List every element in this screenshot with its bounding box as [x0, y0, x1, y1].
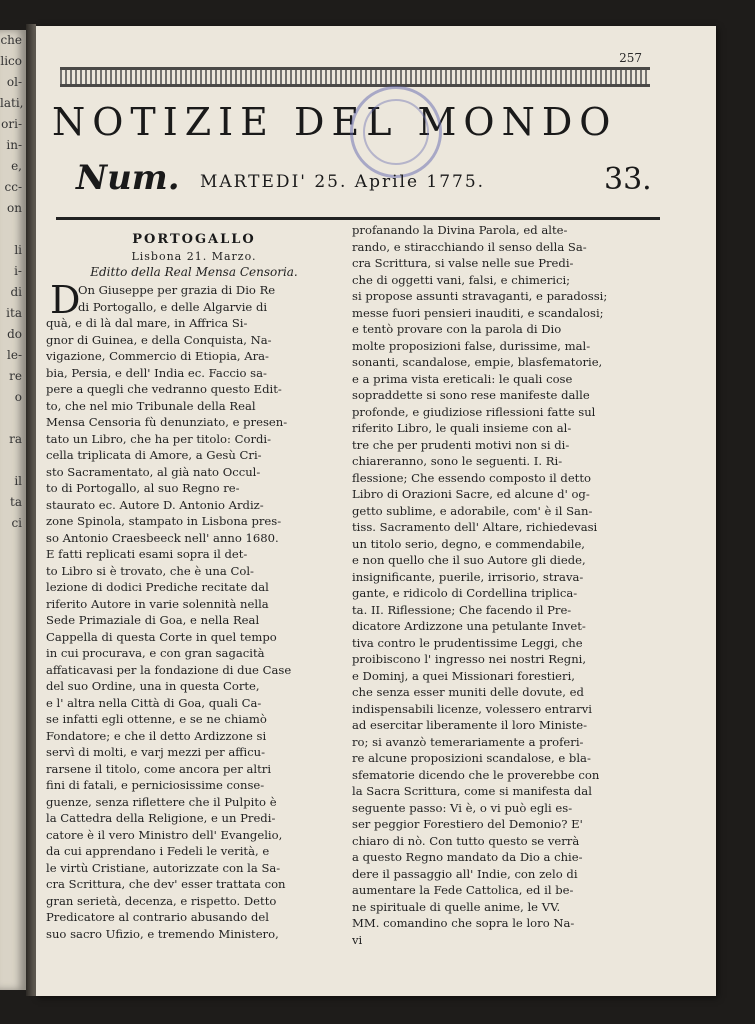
- adjacent-text-fragment: ita: [6, 306, 22, 320]
- text-line: sfematorie dicendo che le proverebbe con: [352, 767, 600, 782]
- text-line: insignificante, puerile, irrisorio, strava-: [352, 569, 584, 584]
- text-line: servì di molti, e varj mezzi per afficu-: [46, 745, 266, 759]
- adjacent-text-fragment: ta: [10, 495, 22, 509]
- adjacent-text-fragment: lati,: [0, 96, 24, 110]
- adjacent-text-fragment: on: [7, 201, 22, 215]
- text-line: catore è il vero Ministro dell' Evangelio,: [46, 827, 283, 842]
- text-line: fini di fatali, e perniciosissime conse-: [46, 778, 265, 792]
- text-line: zone Spinola, stampato in Lisbona pres-: [46, 514, 282, 528]
- text-line: suo sacro Ufizio, e tremendo Ministero,: [46, 926, 279, 941]
- adjacent-text-fragment: lico: [0, 54, 22, 68]
- text-line: ne spirituale di quelle anime, le VV.: [352, 899, 561, 914]
- text-line: riferito Autore in varie solennità nella: [46, 596, 269, 611]
- text-line: le virtù Cristiane, autorizzate con la Sa-: [46, 860, 281, 875]
- adjacent-text-fragment: [0, 219, 26, 240]
- adjacent-text-fragment: ol-: [6, 75, 22, 89]
- text-line: e Dominj, a quei Missionari forestieri,: [352, 668, 575, 683]
- text-line: profonde, e giudiziose riflessioni fatte sul: [352, 404, 596, 419]
- text-line: rando, e stiracchiando il senso della Sa-: [352, 239, 587, 254]
- text-line: quà, e di là dal mare, in Affrica Si-: [46, 316, 248, 330]
- column-right: [352, 222, 648, 948]
- text-line: cra Scrittura, che dev' esser trattata con: [46, 877, 286, 891]
- page-number: 257: [619, 51, 642, 65]
- text-line: molte proposizioni false, durissime, mal-: [352, 338, 591, 353]
- masthead-dateline: [72, 158, 662, 208]
- text-line: ser peggior Forestiero del Demonio? E': [352, 817, 583, 831]
- text-line: to di Portogallo, al suo Regno re-: [46, 481, 240, 495]
- text-line: messe fuori pensieri inauditi, e scandalosi;: [352, 305, 604, 320]
- article-title: Editto della Real Mensa Censoria.: [90, 265, 298, 279]
- text-line: MM. comandino che sopra le loro Na-: [352, 916, 575, 930]
- adjacent-text-fragment: o: [14, 390, 22, 404]
- adjacent-text-fragment: le-: [7, 348, 22, 362]
- text-line: rarsene il titolo, come ancora per altri: [46, 761, 272, 776]
- text-line: dicatore Ardizzone una petulante Invet-: [352, 619, 586, 633]
- adjacent-text-fragment: [0, 450, 26, 471]
- text-line: che di oggetti vani, falsi, e chimerici;: [352, 272, 571, 287]
- adjacent-text-fragment: ci: [11, 516, 22, 530]
- text-line: riferito Libro, le quali insieme con al-: [352, 421, 572, 435]
- text-line: gran serietà, decenza, e rispetto. Detto: [46, 893, 277, 908]
- adjacent-text-fragment: re: [9, 369, 22, 383]
- text-line: re alcune proposizioni scandalose, e bla-: [352, 751, 591, 765]
- adjacent-page-text: [0, 30, 26, 555]
- text-line: cra Scrittura, si valse nelle sue Predi-: [352, 256, 574, 270]
- text-line: ad esercitar liberamente il loro Ministe-: [352, 718, 588, 732]
- text-line: seguente passo: Vi è, o vi può egli es-: [352, 800, 573, 815]
- article-dateline: Lisbona 21. Marzo.: [131, 250, 257, 263]
- text-line: profanando la Divina Parola, ed alte-: [352, 223, 568, 237]
- text-line: Cappella di questa Corte in quel tempo: [46, 629, 277, 644]
- ornamental-top-rule: [60, 67, 650, 87]
- adjacent-text-fragment: [0, 408, 26, 429]
- text-line: On Giuseppe per grazia di Dio Re: [78, 283, 276, 297]
- issue-number: 33.: [604, 162, 652, 197]
- text-line: lezione di dodici Prediche recitate dal: [46, 580, 269, 594]
- text-line: vigazione, Commercio di Etiopia, Ara-: [46, 349, 269, 363]
- column-left: [46, 222, 342, 942]
- text-line: proibiscono l' ingresso nei nostri Regni,: [352, 652, 587, 666]
- adjacent-text-fragment: che: [0, 33, 22, 47]
- adjacent-text-fragment: li: [14, 243, 22, 257]
- text-line: di Portogallo, e delle Algarvie di: [78, 299, 268, 314]
- text-line: del suo Ordine, una in questa Corte,: [46, 679, 260, 693]
- text-line: Predicatore al contrario abusando del: [46, 910, 269, 924]
- text-line: aumentare la Fede Cattolica, ed il be-: [352, 883, 574, 897]
- newspaper-page: [36, 26, 716, 996]
- text-line: Mensa Censoria fù denunziato, e presen-: [46, 415, 288, 429]
- text-line: tiva contro le prudentissime Leggi, che: [352, 635, 583, 650]
- masthead-title: NOTIZIE DEL MONDO: [52, 100, 618, 144]
- drop-cap: D: [50, 278, 81, 322]
- adjacent-text-fragment: i-: [14, 264, 22, 278]
- text-line: e tentò provare con la parola di Dio: [352, 322, 562, 336]
- text-line: la Sacra Scrittura, come si manifesta dal: [352, 784, 592, 798]
- text-line: si propose assunti stravaganti, e paradossi;: [352, 289, 608, 303]
- adjacent-text-fragment: do: [7, 327, 22, 341]
- text-line: flessione; Che essendo composto il detto: [352, 470, 591, 485]
- adjacent-text-fragment: ori-: [1, 117, 22, 131]
- text-line: Fondatore; e che il detto Ardizzone si: [46, 728, 267, 743]
- adjacent-page-edge: [0, 30, 26, 990]
- text-line: so Antonio Craesbeeck nell' anno 1680.: [46, 530, 279, 545]
- num-label: Num.: [76, 158, 180, 198]
- text-line: che senza esser muniti delle dovute, ed: [352, 685, 584, 699]
- text-line: cella triplicata di Amore, a Gesù Cri-: [46, 448, 262, 462]
- text-line: e l' altra nella Città di Goa, quali Ca-: [46, 695, 262, 710]
- text-line: tiss. Sacramento dell' Altare, richiedevasi: [352, 520, 598, 534]
- adjacent-text-fragment: il: [14, 474, 22, 488]
- text-line: staurato ec. Autore D. Antonio Ardiz-: [46, 497, 264, 512]
- article-body-left: [46, 278, 342, 942]
- text-line: da cui apprendano i Fedeli le verità, e: [46, 844, 270, 858]
- text-line: ta. II. Riflessione; Che facendo il Pre-: [352, 602, 572, 617]
- text-line: in cui procurava, e con gran sagacità: [46, 646, 265, 660]
- masthead-rule: [56, 217, 660, 220]
- text-line: Libro di Orazioni Sacre, ed alcune d' og-: [352, 487, 590, 501]
- text-line: chiaro di nò. Con tutto questo se verrà: [352, 833, 580, 848]
- adjacent-text-fragment: [0, 534, 26, 555]
- text-line: e a prima vista ereticali: le quali cose: [352, 371, 573, 386]
- text-line: sopraddette si sono rese manifeste dalle: [352, 388, 590, 402]
- text-line: gnor di Guinea, e della Conquista, Na-: [46, 332, 272, 347]
- text-line: pere a quegli che vedranno questo Edit-: [46, 382, 282, 396]
- text-line: un titolo serio, degno, e commendabile,: [352, 536, 585, 551]
- text-line: Sede Primaziale di Goa, e nella Real: [46, 613, 260, 627]
- text-line: chiareranno, sono le seguenti. I. Ri-: [352, 454, 563, 468]
- text-line: la Cattedra della Religione, e un Predi-: [46, 811, 276, 825]
- text-line: indispensabili licenze, volessero entrarvi: [352, 701, 592, 716]
- adjacent-text-fragment: e,: [11, 159, 22, 173]
- text-line: bia, Persia, e dell' India ec. Faccio sa-: [46, 365, 267, 380]
- text-line: e non quello che il suo Autore gli diede,: [352, 553, 586, 567]
- text-line: affaticavasi per la fondazione di due Case: [46, 662, 292, 677]
- adjacent-text-fragment: in-: [6, 138, 22, 152]
- text-line: guenze, senza riflettere che il Pulpito è: [46, 794, 277, 809]
- text-line: se infatti egli ottenne, e se ne chiamò: [46, 712, 267, 726]
- text-line: gante, e ridicolo di Cordellina triplica-: [352, 586, 578, 600]
- adjacent-text-fragment: ra: [9, 432, 22, 446]
- text-line: vi: [352, 932, 363, 947]
- text-line: to Libro si è trovato, che è una Col-: [46, 563, 254, 578]
- adjacent-text-fragment: di: [10, 285, 22, 299]
- text-line: tre che per prudenti motivi non si di-: [352, 437, 570, 452]
- text-line: tato un Libro, che ha per titolo: Cordi-: [46, 431, 272, 446]
- text-line: E fatti replicati esami sopra il det-: [46, 547, 248, 561]
- text-line: a questo Regno mandato da Dio a chie-: [352, 850, 583, 864]
- text-line: ro; si avanzò temerariamente a proferi-: [352, 734, 584, 749]
- text-line: sonanti, scandalose, empie, blasfematorie,: [352, 355, 603, 369]
- text-line: getto sublime, e adorabile, com' è il San-: [352, 503, 593, 518]
- text-line: sto Sacramentato, al già nato Occul-: [46, 464, 261, 479]
- adjacent-text-fragment: cc-: [4, 180, 22, 194]
- text-line: dere il passaggio all' Indie, con zelo di: [352, 866, 578, 881]
- issue-date: MARTEDI' 25. Aprile 1775.: [200, 172, 486, 192]
- book-gutter: [26, 24, 36, 996]
- article-body-right: [352, 222, 648, 948]
- text-line: to, che nel mio Tribunale della Real: [46, 398, 256, 413]
- section-heading: PORTOGALLO: [132, 232, 256, 247]
